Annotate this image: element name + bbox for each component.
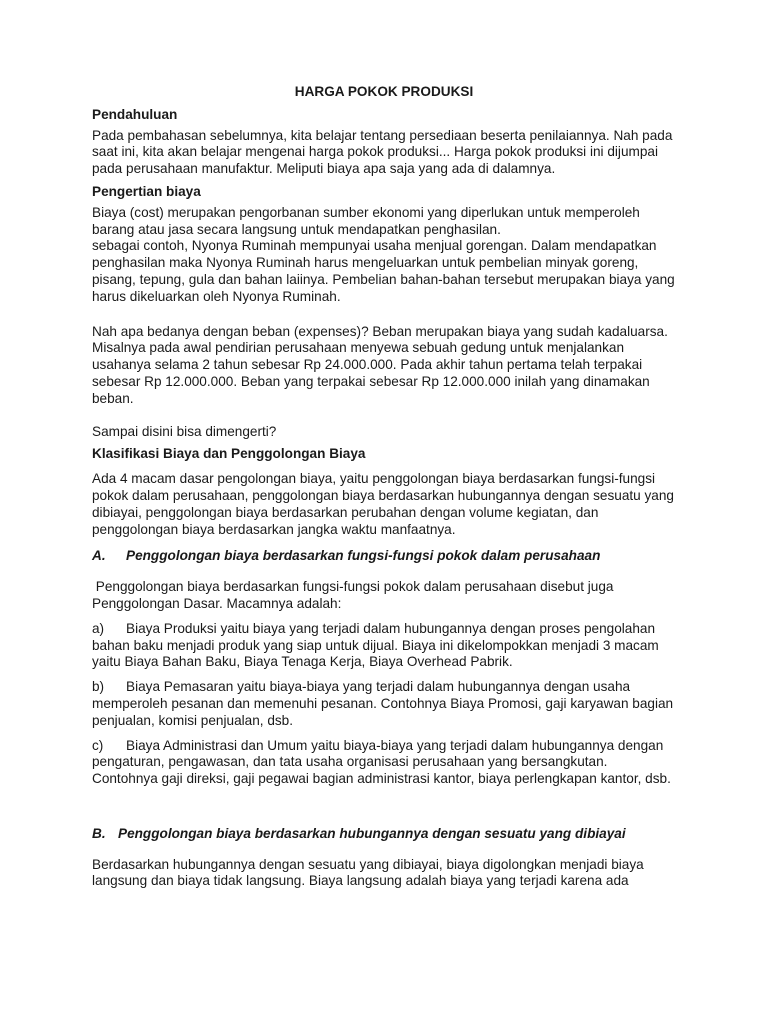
section-a-letter: A. [92, 548, 106, 564]
list-item-text: Biaya Produksi yaitu biaya yang terjadi dalam hubungannya dengan proses pengolahan bahan baku menjadi produk yang siap untuk dijual. Biaya ini dikelompokkan menjadi 3 macam yaitu Biaya Bahan Baku, Biaya Tenaga Kerja, Biaya Overhead Pabrik. [92, 620, 659, 670]
list-item [92, 679, 676, 729]
list-item-label: a) [92, 620, 105, 636]
section-b-title: Penggolongan biaya berdasarkan hubungannya dengan sesuatu yang dibiayai [118, 825, 626, 841]
section-a-intro: Penggolongan biaya berdasarkan fungsi-fungsi pokok dalam perusahaan disebut juga Penggolongan Dasar. Macamnya adalah: [92, 579, 618, 611]
list-item-text: Biaya Administrasi dan Umum yaitu biaya-biaya yang terjadi dalam hubungannya dengan pengaturan, pengawasan, dan tata usaha organisasi perusahaan yang bersangkutan. Contohnya gaji direksi, gaji pegawai bagian administrasi kantor, biaya perlengkapan kantor, dsb. [92, 737, 671, 787]
list-item-label: c) [92, 737, 104, 753]
section-a-title: Penggolongan biaya berdasarkan fungsi-fungsi pokok dalam perusahaan [126, 548, 601, 564]
definition-paragraph-1a: Biaya (cost) merupakan pengorbanan sumber ekonomi yang diperlukan untuk memperoleh barang atau jasa secara langsung untuk mendapatkan penghasilan. [92, 204, 640, 237]
section-b-letter: B. [92, 825, 106, 841]
classification-paragraph: Ada 4 macam dasar pengolongan biaya, yaitu penggolongan biaya berdasarkan fungsi-fungsi pokok dalam perusahaan, penggolongan biaya berdasarkan hubungannya dengan sesuatu yang dibiayai, penggolongan biaya berdasarkan perubahan dengan volume kegiatan, dan penggolongan biaya berdasarkan jangka waktu manfaatnya. [92, 471, 674, 537]
heading-pengertian-biaya: Pengertian biaya [92, 183, 201, 199]
heading-klasifikasi: Klasifikasi Biaya dan Penggolongan Biaya [92, 446, 366, 462]
section-b-paragraph: Berdasarkan hubungannya dengan sesuatu yang dibiayai, biaya digolongkan menjadi biaya langsung dan biaya tidak langsung. Biaya langsung adalah biaya yang terjadi karena ada [92, 856, 644, 889]
section-b-heading [92, 826, 676, 843]
heading-pendahuluan: Pendahuluan [92, 106, 178, 122]
section-a-heading [92, 548, 676, 565]
definition-paragraph-2: Nah apa bedanya dengan beban (expenses)? Beban merupakan biaya yang sudah kadaluarsa. Misalnya pada awal pendirian perusahaan menyewa sebuah gedung untuk menjalankan usahanya selama 2 tahun sebesar Rp 24.000.000. Pada akhir tahun pertama telah terpakai sebesar Rp 12.000.000. Beban yang terpakai sebesar Rp 12.000.000 inilah yang dinamakan beban. [92, 323, 668, 406]
list-item-text: Biaya Pemasaran yaitu biaya-biaya yang terjadi dalam hubungannya dengan usaha memperoleh pesanan dan memenuhi pesanan. Contohnya Biaya Promosi, gaji karyawan bagian penjualan, komisi penjualan, dsb. [92, 679, 674, 728]
definition-paragraph-1b: sebagai contoh, Nyonya Ruminah mempunyai usaha menjual gorengan. Dalam mendapatkan penghasilan maka Nyonya Ruminah harus mengeluarkan untuk pembelian minyak goreng, pisang, tepung, gula dan bahan laiinya. Pembelian bahan-bahan tersebut merupakan biaya yang harus dikeluarkan oleh Nyonya Ruminah. [92, 238, 675, 304]
list-item-label: b) [92, 679, 105, 695]
list-item [92, 738, 676, 788]
document-page [92, 84, 676, 896]
page-title: HARGA POKOK PRODUKSI [294, 84, 474, 99]
spacer [92, 796, 676, 826]
list-item [92, 621, 676, 671]
definition-paragraph-3: Sampai disini bisa dimengerti? [92, 423, 277, 439]
intro-paragraph: Pada pembahasan sebelumnya, kita belajar tentang persediaan beserta penilaiannya. Nah pada saat ini, kita akan belajar mengenai harga pokok produksi... Harga pokok produksi ini dijumpai pada perusahaan manufaktur. Meliputi biaya apa saja yang ada di dalamnya. [92, 127, 673, 177]
